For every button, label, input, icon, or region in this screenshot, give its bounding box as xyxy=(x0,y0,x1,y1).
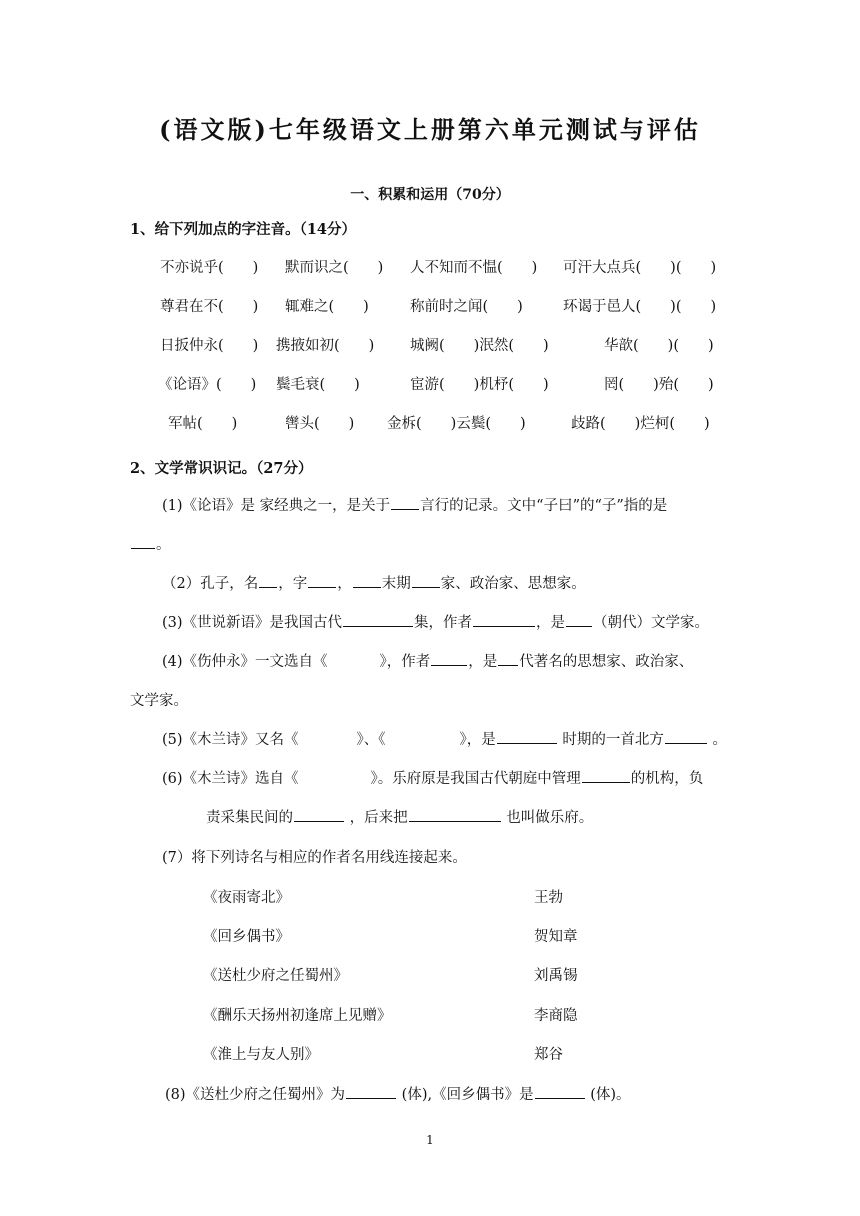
pinyin-row xyxy=(0,334,860,354)
pinyin-item: 尊君在不( ) xyxy=(160,299,259,315)
paragraph-7: (7）将下列诗名与相应的作者名用线连接起来。 xyxy=(162,850,467,866)
pinyin-item: 歧路( )烂柯( ) xyxy=(571,416,710,432)
section-heading: 一、积累和运用（70分） xyxy=(350,187,510,203)
pinyin-item: 人不知而不愠( ) xyxy=(410,260,538,276)
paragraph-6-cont: 责采集民间的 ，后来把 也叫做乐府。 xyxy=(206,810,594,826)
question-2-label: 2、文学常识识记。（27分） xyxy=(130,460,313,477)
pinyin-item: 环谒于邑人( )( ) xyxy=(563,299,717,315)
pinyin-row xyxy=(0,373,860,393)
paragraph-6: (6)《木兰诗》选自《 》。乐府原是我国古代朝庭中管理 的机构，负 xyxy=(162,771,704,787)
question-1-label: 1、给下列加点的字注音。（14分） xyxy=(130,221,357,238)
poem-title: 《酬乐天扬州初逢席上见赠》 xyxy=(203,1008,392,1024)
paragraph-1: (1)《论语》是 家经典之一，是关于 言行的记录。文中“子曰”的“子”指的是 xyxy=(162,498,668,514)
page-title: (语文版)七年级语文上册第六单元测试与评估 xyxy=(159,115,701,144)
pinyin-item: 罔( )殆( ) xyxy=(604,377,714,393)
author-name: 刘禹锡 xyxy=(534,968,578,984)
pinyin-row xyxy=(0,295,860,315)
pinyin-item: 华歆( )( ) xyxy=(604,338,714,354)
paragraph-8: (8)《送杜少府之任蜀州》为 (体),《回乡偶书》是 (体)。 xyxy=(165,1087,631,1103)
pinyin-item: 鬓毛衰( ) xyxy=(276,377,360,393)
paragraph-5: (5)《木兰诗》又名《 》、《 》，是 时期的一首北方 。 xyxy=(162,732,728,748)
author-name: 贺知章 xyxy=(534,929,578,945)
author-name: 王勃 xyxy=(534,890,563,906)
paragraph-4-cont: 文学家。 xyxy=(130,693,188,709)
pinyin-item: 携掖如初( ) xyxy=(276,338,375,354)
author-name: 郑谷 xyxy=(534,1047,563,1063)
page-number: 1 xyxy=(426,1133,434,1147)
poem-title: 《夜雨寄北》 xyxy=(203,890,290,906)
pinyin-row xyxy=(0,256,860,276)
poem-title: 《回乡偶书》 xyxy=(203,929,290,945)
poem-title: 《送杜少府之任蜀州》 xyxy=(203,968,348,984)
pinyin-row xyxy=(0,412,860,432)
paragraph-4: (4)《伤仲永》一文选自《 》，作者 ，是 代著名的思想家、政治家、 xyxy=(162,654,694,670)
pinyin-item: 不亦说乎( ) xyxy=(160,260,259,276)
pinyin-item: 城阙( )泯然( ) xyxy=(410,338,549,354)
pinyin-item: 称前时之闻( ) xyxy=(410,299,523,315)
paragraph-1-cont: 。 xyxy=(130,533,171,554)
pinyin-item: 辔头( ) xyxy=(285,416,355,432)
poem-title: 《淮上与友人别》 xyxy=(203,1047,319,1063)
pinyin-item: 可汗大点兵( )( ) xyxy=(563,260,717,276)
author-name: 李商隐 xyxy=(534,1008,578,1024)
pinyin-item: 默而识之( ) xyxy=(285,260,384,276)
pinyin-item: 宦游( )机杼( ) xyxy=(410,377,549,393)
pinyin-item: 《论语》( ) xyxy=(158,377,257,393)
paragraph-2: （2）孔子，名 ，字 ， 末期 家、政治家、思想家。 xyxy=(162,576,586,592)
pinyin-item: 日扳仲永( ) xyxy=(160,338,259,354)
paragraph-3: (3)《世说新语》是我国古代 集，作者 ，是 （朝代）文学家。 xyxy=(162,615,710,631)
pinyin-item: 金柝( )云鬓( ) xyxy=(387,416,526,432)
pinyin-item: 军帖( ) xyxy=(168,416,238,432)
pinyin-item: 辄难之( ) xyxy=(285,299,369,315)
